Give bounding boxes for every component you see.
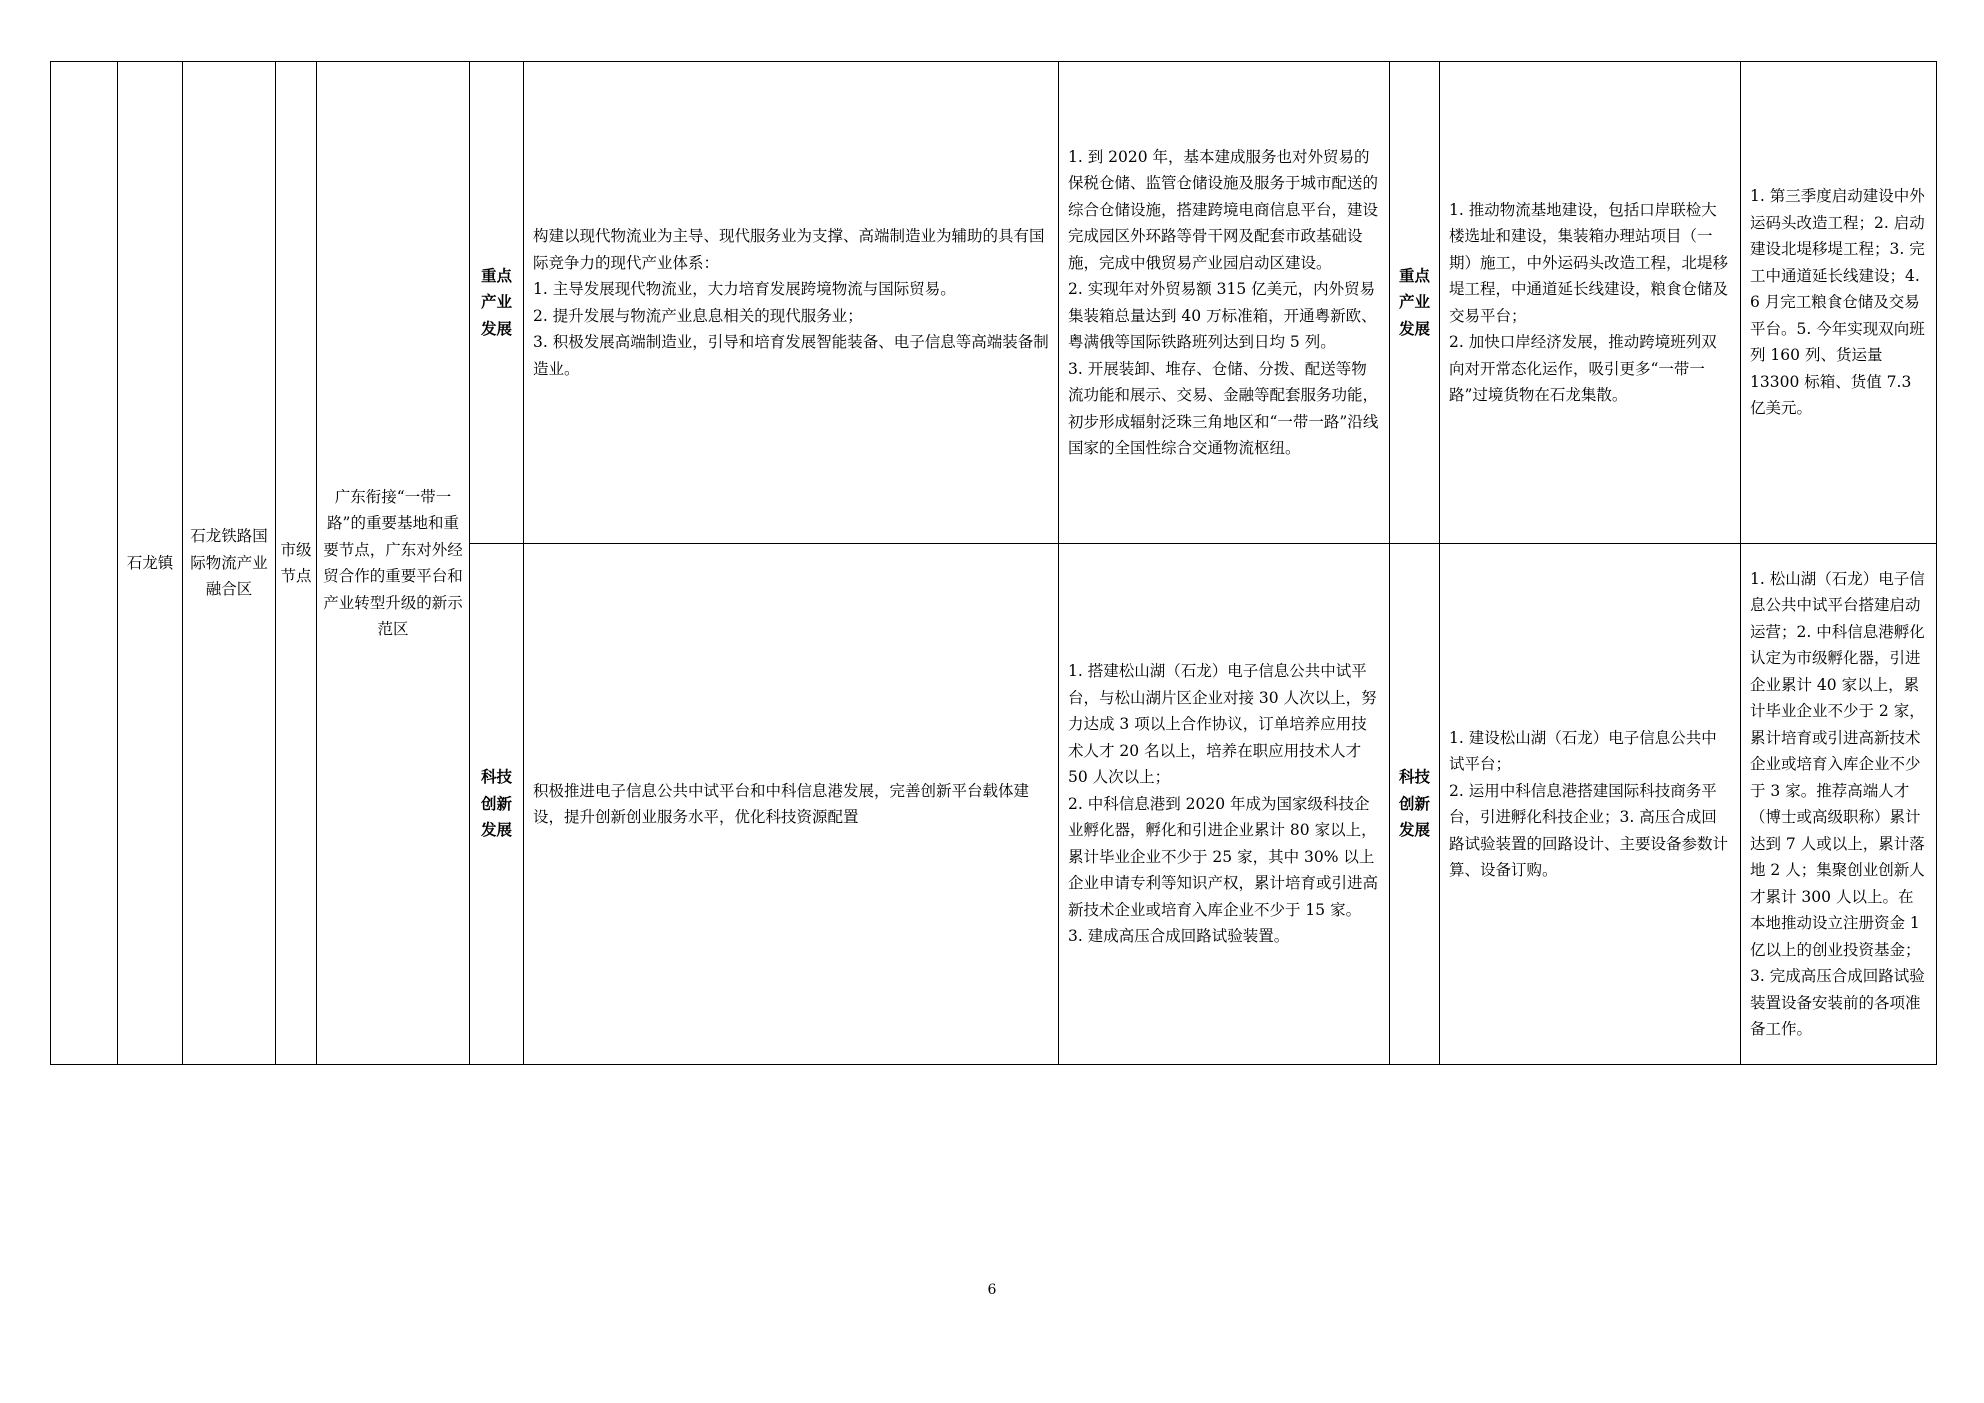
content-line: 2. 提升发展与物流产业息息相关的现代服务业； [533,306,863,325]
level-cell: 市级节点 [276,62,317,1065]
year-goal-line: 3. 完成高压合成回路试验装置设备安装前的各项准备工作。 [1750,967,1925,1038]
content-cell [524,544,1059,1065]
goals-2020-cell [1059,544,1390,1065]
table-row [51,62,1937,544]
content-cell [524,62,1059,544]
task-line: 2. 运用中科信息港搭建国际科技商务平台，引进孵化科技企业；3. 高压合成回路试验装置的回路设计、主要设备参数计算、设备订购。 [1449,781,1729,879]
goal-line: 3. 开展装卸、堆存、仓储、分拨、配送等物流功能和展示、交易、金融等配套服务功能，初步形成辐射泛珠三角地区和“一带一路”沿线国家的全国性综合交通物流枢纽。 [1068,359,1379,457]
year-goals-cell [1741,62,1937,544]
category-cell: 重点产业发展 [470,62,524,544]
goals-2020-cell [1059,62,1390,544]
content-line: 1. 主导发展现代物流业，大力培育发展跨境物流与国际贸易。 [533,280,956,298]
zone-cell: 石龙铁路国际物流产业融合区 [183,62,276,1065]
task-line: 2. 加快口岸经济发展，推动跨境班列双向对开常态化运作，吸引更多“一带一路”过境货物在石龙集散。 [1449,333,1717,404]
town-cell: 石龙镇 [118,62,183,1065]
content-line: 积极推进电子信息公共中试平台和中科信息港发展，完善创新平台载体建设，提升创新创业服务水平，优化科技资源配置 [533,781,1030,826]
plan-table [50,61,1937,1065]
goal-line: 2. 中科信息港到 2020 年成为国家级科技企业孵化器，孵化和引进企业累计 80 家以上，累计毕业企业不少于 25 家，其中 30% 以上企业申请专利等知识产权，累计培育或引进高新技术企业或培育入库企业不少于 15 家。 [1068,794,1379,919]
content-line: 构建以现代物流业为主导、现代服务业为支撑、高端制造业为辅助的具有国际竞争力的现代产业体系： [533,227,1045,272]
year-goal-line: 1. 松山湖（石龙）电子信息公共中试平台搭建启动运营；2. 中科信息港孵化认定为市级孵化器，引进企业累计 40 家以上，累计毕业企业不少于 2 家，累计培育或引进高新技术企业或培育入库企业不少于 3 家。推荐高端人才（博士或高级职称）累计达到 7 人或以上，累计落地 2 人；集聚创业创新人才累计 300 人以上。在本地推动设立注册资金 1 亿以上的创业投资基金； [1750,569,1925,959]
year-goal-line: 1. 第三季度启动建设中外运码头改造工程；2. 启动建设北堤移堤工程；3. 完工中通道延长线建设；4. 6 月完工粮食仓储及交易平台。5. 今年实现双向班列 160 列、货运量 13300 标箱、货值 7.3 亿美元。 [1750,187,1925,418]
blank-cell [51,62,118,1065]
category-cell: 科技创新发展 [1390,544,1440,1065]
tasks-cell [1440,62,1741,544]
goal-line: 1. 搭建松山湖（石龙）电子信息公共中试平台，与松山湖片区企业对接 30 人次以上，努力达成 3 项以上合作协议，订单培养应用技术人才 20 名以上，培养在职应用技术人才 50 人次以上； [1068,662,1377,787]
category-cell: 重点产业发展 [1390,62,1440,544]
goal-line: 2. 实现年对外贸易额 315 亿美元，内外贸易集装箱总量达到 40 万标准箱，开通粤新欧、粤满俄等国际铁路班列达到日均 5 列。 [1068,280,1377,351]
tasks-cell [1440,544,1741,1065]
year-goals-cell [1741,544,1937,1065]
goal-line: 1. 到 2020 年，基本建成服务也对外贸易的保税仓储、监管仓储设施及服务于城市配送的综合仓储设施，搭建跨境电商信息平台，建设完成园区外环路等骨干网及配套市政基础设施，完成中俄贸易产业园启动区建设。 [1068,147,1379,272]
task-line: 1. 推动物流基地建设，包括口岸联检大楼选址和建设，集装箱办理站项目（一期）施工，中外运码头改造工程，北堤移堤工程，中通道延长线建设，粮食仓储及交易平台； [1449,200,1729,325]
content-line: 3. 积极发展高端制造业，引导和培育发展智能装备、电子信息等高端装备制造业。 [533,333,1049,378]
positioning-cell: 广东衔接“一带一路”的重要基地和重要节点，广东对外经贸合作的重要平台和产业转型升级的新示范区 [317,62,470,1065]
goal-line: 3. 建成高压合成回路试验装置。 [1068,927,1290,946]
category-cell: 科技创新发展 [470,544,524,1065]
page-number: 6 [987,1282,997,1298]
task-line: 1. 建设松山湖（石龙）电子信息公共中试平台； [1449,728,1717,773]
